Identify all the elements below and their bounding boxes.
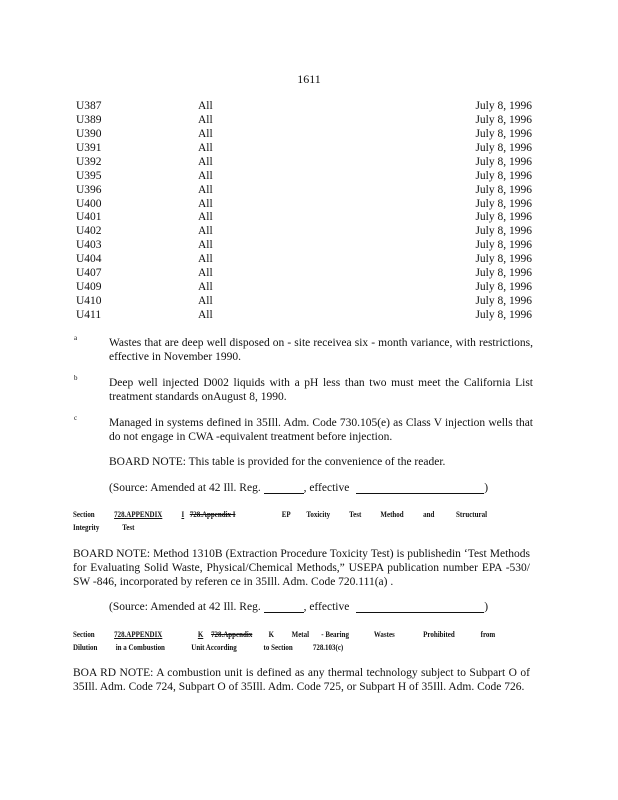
table-row <box>0 239 618 253</box>
effective-date: July 8, 1996 <box>475 239 532 252</box>
source-note-2 <box>109 601 488 613</box>
board-note-text: BOARD NOTE: Method 1310B (Extraction Procedure Toxicity Test) is publishedin ‘Test Methods for Evaluating Solid Waste, Physical/Chemical Methods,” USEPA publication number EPA -530/ SW -846, incorporated by referen ce in 35Ill. Adm. Code 720.111(a) . <box>73 548 530 588</box>
source-suffix: ) <box>484 601 489 613</box>
scope-cell: All <box>198 253 213 266</box>
waste-code: U387 <box>76 100 102 112</box>
table-row <box>0 253 618 267</box>
scope-cell: All <box>198 183 213 196</box>
waste-code: U404 <box>76 253 102 266</box>
section-heading-appendix-k <box>73 629 496 652</box>
waste-code: U396 <box>76 183 102 196</box>
board-note-text: BOA RD NOTE: A combustion unit is defined as any thermal technology subject to Subpart O of 35Ill. Adm. Code 724, Subpart O of 35Ill. Adm. Code 725, or Subpart H of 35Ill. Adm. Code 726. <box>73 667 530 693</box>
table-row <box>0 128 618 142</box>
board-note-combustion <box>73 666 530 694</box>
effective-date: July 8, 1996 <box>475 197 532 210</box>
section-heading-appendix-i <box>73 509 488 532</box>
waste-code: U389 <box>76 113 102 126</box>
table-row <box>0 295 618 309</box>
effective-date: July 8, 1996 <box>475 113 532 126</box>
waste-code: U390 <box>76 127 102 140</box>
effective-date: July 8, 1996 <box>475 127 532 140</box>
waste-code: U411 <box>76 308 102 321</box>
source-note-1 <box>109 482 488 494</box>
footnote-mark: b <box>74 374 78 382</box>
table-row <box>0 114 618 128</box>
scope-cell: All <box>198 267 213 280</box>
scope-cell: All <box>198 141 213 154</box>
scope-cell: All <box>198 197 213 210</box>
inserted-heading: 728.APPENDIX <box>114 509 163 519</box>
waste-code: U402 <box>76 225 102 238</box>
scope-cell: All <box>198 155 213 168</box>
table-row <box>0 156 618 170</box>
blank-reg <box>264 601 304 613</box>
title-word: 728.103(c) <box>312 642 344 652</box>
effective-date: July 8, 1996 <box>475 211 532 224</box>
scope-cell: All <box>198 239 213 252</box>
title-word: Integrity <box>73 522 100 532</box>
footnote-mark: c <box>74 414 78 422</box>
scope-cell: All <box>198 281 213 294</box>
section-label: Section <box>73 509 95 519</box>
title-word: Unit According <box>191 642 237 652</box>
scope-cell: All <box>198 308 213 321</box>
table-row <box>0 211 618 225</box>
deleted-heading: 728.Appendix I <box>189 509 236 519</box>
blank-effective <box>356 601 484 613</box>
table-row <box>0 198 618 212</box>
title-word: and <box>423 509 435 519</box>
source-prefix: (Source: Amended at 42 Ill. Reg. <box>109 482 261 494</box>
table-row <box>0 225 618 239</box>
inserted-letter: I <box>181 509 185 519</box>
inserted-letter: K <box>197 629 204 639</box>
waste-code: U407 <box>76 267 102 280</box>
section-label: Section <box>73 629 95 639</box>
footnote-text: Wastes that are deep well disposed on - site receivea six - month variance, with restrictions, effective in November 1990. <box>109 337 533 363</box>
effective-date: July 8, 1996 <box>475 295 532 308</box>
effective-date: July 8, 1996 <box>475 281 532 294</box>
effective-date: July 8, 1996 <box>475 308 532 321</box>
table-row <box>0 281 618 295</box>
waste-code: U401 <box>76 211 102 224</box>
waste-code: U410 <box>76 295 102 308</box>
footnote-mark: a <box>74 334 78 342</box>
title-word: K <box>268 629 275 639</box>
effective-date: July 8, 1996 <box>475 253 532 266</box>
waste-code: U409 <box>76 281 102 294</box>
waste-code: U392 <box>76 155 102 168</box>
waste-code: U400 <box>76 197 102 210</box>
table-row <box>0 170 618 184</box>
table-row <box>0 267 618 281</box>
footnote-text: Deep well injected D002 liquids with a pH less than two must meet the California List treatment standards onAugust 8, 1990. <box>109 377 533 403</box>
scope-cell: All <box>198 295 213 308</box>
waste-code: U395 <box>76 169 102 182</box>
inserted-heading: 728.APPENDIX <box>114 629 163 639</box>
title-word: Test <box>122 522 135 532</box>
scope-cell: All <box>198 225 213 238</box>
title-word: Wastes <box>373 629 395 639</box>
source-mid: , effective <box>303 601 350 613</box>
blank-effective <box>356 482 484 494</box>
title-word: from <box>480 629 496 639</box>
title-word: in a Combustion <box>115 642 165 652</box>
effective-date: July 8, 1996 <box>475 100 532 112</box>
title-word: Method <box>380 509 404 519</box>
scope-cell: All <box>198 100 213 112</box>
title-word: Structural <box>456 509 488 519</box>
title-word: Toxicity <box>306 509 331 519</box>
scope-cell: All <box>198 211 213 224</box>
title-word: EP <box>281 509 291 519</box>
effective-date: July 8, 1996 <box>475 225 532 238</box>
board-note-table: BOARD NOTE: This table is provided for the convenience of the reader. <box>109 456 446 468</box>
title-word: - Bearing <box>321 629 349 639</box>
effective-date: July 8, 1996 <box>475 155 532 168</box>
title-word: Test <box>349 509 362 519</box>
table-row <box>0 142 618 156</box>
effective-date: July 8, 1996 <box>475 169 532 182</box>
waste-code: U391 <box>76 141 102 154</box>
title-word: Prohibited <box>423 629 455 639</box>
blank-reg <box>264 482 304 494</box>
title-word: to Section <box>263 642 293 652</box>
scope-cell: All <box>198 113 213 126</box>
source-suffix: ) <box>484 482 489 494</box>
board-note-method <box>73 547 530 589</box>
footnote-text: Managed in systems defined in 35Ill. Adm. Code 730.105(e) as Class V injection wells that do not engage in CWA -equivalent treatment before injection. <box>109 417 533 443</box>
effective-date: July 8, 1996 <box>475 267 532 280</box>
title-word: Dilution <box>73 642 98 652</box>
table-row <box>0 184 618 198</box>
table-row <box>0 309 618 323</box>
scope-cell: All <box>198 127 213 140</box>
deleted-heading: 728.Appendix <box>211 629 253 639</box>
scope-cell: All <box>198 169 213 182</box>
effective-date: July 8, 1996 <box>475 141 532 154</box>
source-prefix: (Source: Amended at 42 Ill. Reg. <box>109 601 261 613</box>
table-row <box>0 100 618 114</box>
waste-code: U403 <box>76 239 102 252</box>
title-word: Metal <box>291 629 310 639</box>
page-number: 1611 <box>297 72 321 86</box>
source-mid: , effective <box>303 482 350 494</box>
effective-date: July 8, 1996 <box>475 183 532 196</box>
